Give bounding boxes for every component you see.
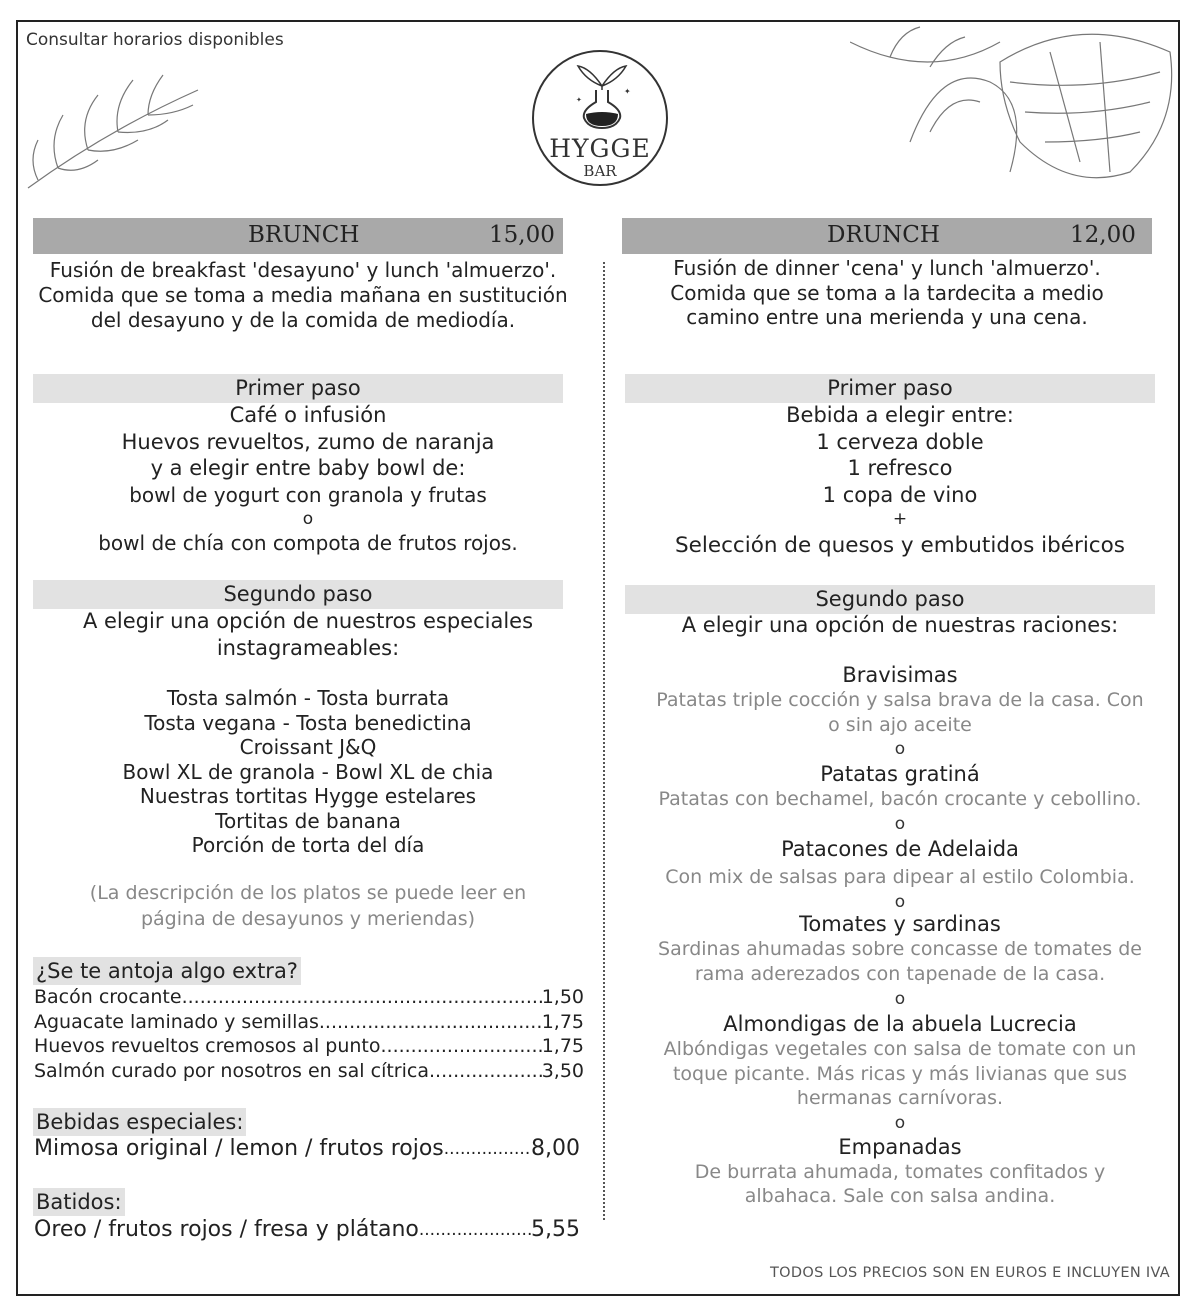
flask-plant-icon [572, 58, 632, 130]
dish-desc: Albóndigas vegetales con salsa de tomate con un [663, 1038, 1137, 1060]
dish-desc: Patatas con bechamel, bacón crocante y cebollino. [658, 787, 1142, 810]
separator: o [894, 1112, 906, 1133]
extra-name: Aguacate laminado y semillas [34, 1010, 319, 1033]
drunch-step2-title: Segundo paso [625, 585, 1155, 614]
dish-name: Empanadas [838, 1134, 962, 1159]
extra-price: 1,75 [541, 1035, 584, 1057]
list-item: Bowl XL de granola - Bowl XL de chia [122, 759, 494, 784]
list-item: Croissant J&Q [239, 735, 377, 759]
shake-row [34, 1216, 580, 1244]
dish-name: Patacones de Adelaida [781, 837, 1019, 861]
drink-row [34, 1135, 580, 1163]
brunch-step2-title: Segundo paso [33, 580, 563, 609]
desc-line: Fusión de dinner 'cena' y lunch 'almuerzo'. [673, 256, 1101, 280]
drunch-step2-intro: A elegir una opción de nuestras raciones: [681, 613, 1119, 637]
brunch-specials-list [22, 686, 594, 858]
step-line: Bebida a elegir entre: [786, 403, 1014, 427]
shake-name: Oreo / frutos rojos / fresa y plátano [34, 1217, 419, 1242]
step-line: + [892, 509, 908, 529]
dish-name: Bravisimas [842, 663, 958, 687]
separator: o [894, 739, 906, 759]
brunch-step1-title: Primer paso [33, 374, 563, 403]
dish-desc: De burrata ahumada, tomates confitados y [694, 1160, 1106, 1183]
schedule-note: Consultar horarios disponibles [26, 30, 284, 50]
dish-desc: Con mix de salsas para dipear al estilo Colombia. [665, 866, 1135, 888]
intro-line: instagrameables: [216, 635, 400, 660]
note-line: (La descripción de los platos se puede leer en [89, 882, 527, 904]
note-line: página de desayunos y meriendas) [140, 908, 476, 930]
desc-line: del desayuno y de la comida de mediodía. [90, 308, 516, 332]
drinks-title: Bebidas especiales: [33, 1108, 246, 1136]
brunch-title-bar [33, 218, 563, 254]
step-line: o [302, 509, 314, 529]
extra-price: 1,50 [541, 986, 584, 1008]
step-line: 1 cerveza doble [816, 429, 984, 454]
step-line: 1 refresco [847, 456, 953, 480]
step-line: Selección de quesos y embutidos ibéricos [675, 533, 1125, 558]
dish-desc: Patatas triple cocción y salsa brava de la casa. Con [656, 689, 1144, 711]
extra-price: 1,75 [541, 1010, 584, 1033]
separator: o [894, 892, 906, 912]
extras-list [34, 985, 584, 1083]
monstera-leaf-decoration [850, 22, 1180, 182]
step-line: bowl de yogurt con granola y frutas [129, 482, 487, 507]
shake-price: 5,55 [531, 1217, 580, 1242]
list-item: Tortitas de banana [215, 808, 401, 833]
separator: o [894, 989, 906, 1009]
list-item: Nuestras tortitas Hygge estelares [139, 784, 477, 808]
logo-title: HYGGE [549, 134, 651, 163]
drunch-dishes [612, 663, 1188, 1209]
svg-text:✦: ✦ [624, 87, 631, 96]
svg-text:✦: ✦ [576, 96, 582, 104]
dish-desc: toque picante. Más ricas y más livianas que sus [672, 1062, 1128, 1085]
dish-desc: albahaca. Sale con salsa andina. [744, 1185, 1056, 1207]
shakes-title: Batidos: [33, 1188, 125, 1216]
dish-desc: hermanas carnívoras. [796, 1087, 1004, 1109]
step-line: y a elegir entre baby bowl de: [150, 456, 466, 480]
shakes-list [34, 1216, 580, 1244]
brunch-title: BRUNCH [248, 222, 360, 248]
drinks-list [34, 1135, 580, 1163]
list-item: Tosta vegana - Tosta benedictina [144, 710, 472, 735]
dish-name: Tomates y sardinas [799, 912, 1001, 936]
extra-row [34, 1059, 584, 1084]
dish-desc: Sardinas ahumadas sobre concasse de tomates de [658, 938, 1142, 960]
intro-line: A elegir una opción de nuestros especiales [82, 609, 534, 633]
extra-name: Huevos revueltos cremosos al punto [34, 1035, 381, 1057]
drunch-title: DRUNCH [827, 222, 940, 248]
list-item: Tosta salmón - Tosta burrata [166, 686, 450, 710]
dish-name: Almondigas de la abuela Lucrecia [723, 1012, 1077, 1036]
dish-desc: rama aderezados con tapenade de la casa. [694, 962, 1106, 985]
drink-price: 8,00 [531, 1136, 580, 1161]
step-line: 1 copa de vino [822, 482, 978, 507]
drunch-price: 12,00 [1070, 222, 1136, 248]
hygge-bar-logo [532, 50, 668, 186]
desc-line: camino entre una merienda y una cena. [686, 305, 1088, 329]
column-divider [603, 262, 605, 1220]
step-line: Huevos revueltos, zumo de naranja [121, 429, 495, 454]
brunch-step1-content [22, 402, 594, 557]
brunch-step2-intro [22, 608, 594, 661]
price-footer-note: TODOS LOS PRECIOS SON EN EUROS E INCLUYEN IVA [770, 1265, 1170, 1281]
dish-desc: o sin ajo aceite [828, 713, 972, 736]
desc-line: Comida que se toma a media mañana en sustitución [38, 283, 568, 307]
separator: o [894, 814, 906, 834]
list-item: Porción de torta del día [191, 833, 425, 857]
fern-leaf-decoration [18, 60, 208, 190]
extra-row [34, 1010, 584, 1035]
drunch-step1-title: Primer paso [625, 374, 1155, 403]
logo-subtitle: BAR [583, 162, 617, 180]
brunch-description [22, 258, 584, 333]
extra-name: Bacón crocante [34, 986, 182, 1008]
desc-line: Comida que se toma a la tardecita a medio [670, 280, 1104, 305]
drunch-step1-content [612, 402, 1188, 562]
extra-price: 3,50 [541, 1059, 584, 1082]
extra-row [34, 1034, 584, 1059]
extra-row [34, 985, 584, 1010]
step-line: Café o infusión [229, 403, 387, 427]
drunch-title-bar [622, 218, 1152, 254]
extra-name: Salmón curado por nosotros en sal cítrica [34, 1059, 429, 1082]
brunch-price: 15,00 [489, 222, 555, 248]
drink-name: Mimosa original / lemon / frutos rojos [34, 1136, 444, 1161]
brunch-description-note [22, 880, 594, 932]
extras-title: ¿Se te antoja algo extra? [33, 957, 301, 985]
drunch-description [612, 256, 1188, 330]
dish-name: Patatas gratiná [820, 761, 980, 786]
step-line: bowl de chía con compota de frutos rojos. [98, 531, 518, 555]
desc-line: Fusión de breakfast 'desayuno' y lunch 'almuerzo'. [49, 258, 557, 282]
